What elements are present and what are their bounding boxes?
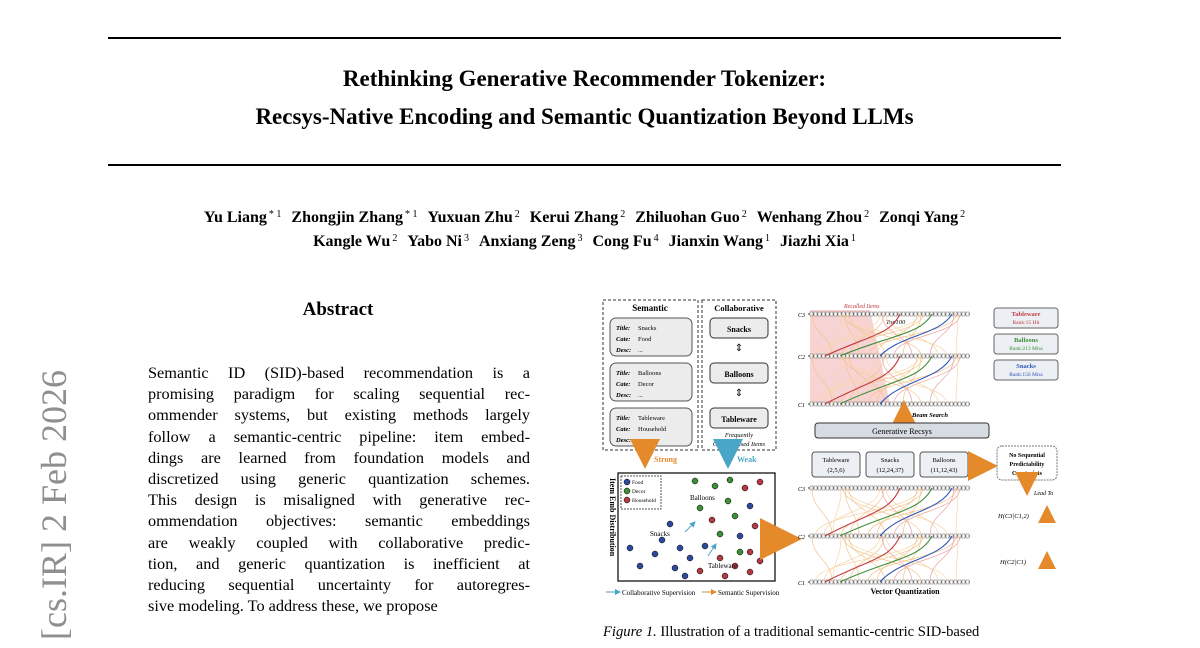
no-seq-line: Predictability (1009, 462, 1045, 468)
strong-label: Strong (654, 455, 677, 464)
abstract-line: are weakly coupled with collaborative predic- (148, 532, 530, 552)
author-affiliation: 2 (960, 209, 966, 220)
author (592, 233, 658, 250)
abstract-line: This design is misaligned with generative rec- (148, 490, 530, 510)
emb-point (732, 513, 738, 519)
top-rule (108, 37, 1061, 39)
upper-level-label: C1 (798, 403, 806, 409)
card-field-desc: Desc: (616, 392, 632, 399)
author (291, 209, 417, 226)
abstract-line: discretized using generic quantization schemes. (148, 468, 530, 488)
author-name: Yuxuan Zhu (427, 209, 513, 226)
recall-label: Recalled Items (844, 304, 880, 310)
no-seq-line: No Sequential (1009, 453, 1045, 459)
author (530, 209, 625, 226)
no-seq-line: Constraints (1011, 471, 1043, 477)
figure-1 (600, 296, 1065, 601)
emb-point (757, 479, 763, 485)
emb-point (667, 521, 673, 527)
cluster-label-balloons: Balloons (690, 494, 715, 502)
emb-point (682, 573, 688, 579)
sid-code: (2,5,6) (827, 467, 845, 474)
sid-name: Tableware (822, 457, 850, 464)
author-affiliation: 2 (741, 209, 747, 220)
author-list-line-1 (100, 209, 1069, 227)
sid-name: Balloons (932, 457, 956, 464)
emb-point (742, 485, 748, 491)
author-affiliation: * 1 (405, 209, 418, 220)
collab-item-label: Snacks (726, 325, 752, 334)
abstract-line: ommendation objectives: semantic embeddings (148, 511, 530, 531)
legend-label: Household (632, 498, 656, 504)
cluster-label-snacks: Snacks (650, 530, 670, 538)
legend-dot (624, 479, 630, 485)
emb-point (762, 538, 768, 544)
card-cate-value: Household (638, 426, 667, 433)
emb-point (702, 543, 708, 549)
author-name: Yu Liang (203, 209, 267, 226)
author-affiliation: 1 (765, 233, 771, 244)
bottom-rule (108, 164, 1061, 166)
legend-dot (624, 488, 630, 494)
result-name: Tableware (1011, 311, 1041, 318)
paper-title-line-2: Recsys-Native Encoding and Semantic Quantization Beyond LLMs (255, 104, 914, 129)
author-name: Anxiang Zeng (479, 233, 576, 250)
card-title-value: Tableware (638, 415, 665, 422)
collab-item-label: Tableware (721, 415, 757, 424)
author-affiliation: 2 (864, 209, 870, 220)
collab-item-label: Balloons (724, 370, 754, 379)
legend-semantic-supervision: Semantic Supervision (718, 589, 780, 597)
emb-point (737, 549, 743, 555)
lower-level-label: C3 (798, 487, 806, 493)
author (635, 209, 747, 226)
card-field-desc: Desc: (616, 437, 632, 444)
figure-caption (603, 624, 979, 641)
abstract-line: tion, and generic quantization is inefficient at (148, 553, 530, 573)
emb-axis-label: Item Emb Distribution (608, 478, 617, 557)
lead-to-label: Lead To (1034, 491, 1054, 497)
author (757, 209, 869, 226)
entropy-2: H(C2|C1) (1000, 559, 1026, 566)
emb-point (737, 533, 743, 539)
card-field-title: Title: (616, 325, 631, 332)
author (879, 209, 965, 226)
emb-point (697, 568, 703, 574)
vq-label: Vector Quantization (870, 587, 940, 596)
author-affiliation: 2 (392, 233, 398, 244)
emb-point (712, 483, 718, 489)
result-rank: Rank:213 Miss (1009, 346, 1043, 352)
card-desc-value: ... (638, 392, 643, 399)
collab-note-2: Co-purchased Items (712, 441, 766, 448)
abstract-body (148, 362, 530, 616)
author-name: Wenhang Zhou (756, 209, 863, 226)
legend-collab-supervision: Collaborative Supervision (622, 589, 696, 597)
author-name: Kerui Zhang (529, 209, 619, 226)
svg-text:⇕: ⇕ (734, 388, 744, 399)
top100-label: Top100 (886, 319, 906, 326)
author-affiliation: 2 (620, 209, 626, 220)
beam-search-label: Beam Search (912, 412, 948, 419)
abstract-line: reducing sequential uncertainty for autoregres- (148, 574, 530, 594)
upper-level-label: C2 (798, 355, 806, 361)
caption-text: Illustration of a traditional semantic-centric SID-based (656, 624, 980, 640)
abstract-line: dings are learned from foundation models and (148, 447, 530, 467)
legend-label: Food (632, 480, 644, 486)
legend-label: Decor (632, 489, 646, 495)
author (313, 233, 397, 250)
author-affiliation: 3 (577, 233, 583, 244)
emb-point (709, 517, 715, 523)
card-title-value: Snacks (638, 325, 657, 332)
author (407, 233, 469, 250)
card-field-desc: Desc: (616, 347, 632, 354)
collaborative-title: Collaborative (714, 303, 764, 313)
author-list-line-2 (100, 233, 1069, 251)
emb-point (747, 549, 753, 555)
sid-code: (11,12,43) (930, 467, 958, 474)
weak-label: Weak (737, 455, 757, 464)
author-affiliation: 2 (514, 209, 520, 220)
author-affiliation: * 1 (268, 209, 282, 220)
author-name: Jianxin Wang (668, 233, 764, 250)
emb-point (717, 531, 723, 537)
card-desc-value: ... (638, 437, 643, 444)
emb-point (637, 563, 643, 569)
emb-point (672, 565, 678, 571)
arxiv-stamp: [cs.IR] 2 Feb 2026 (34, 370, 74, 640)
paper-title-line-1: Rethinking Generative Recommender Tokenizer: (342, 66, 827, 91)
author-name: Cong Fu (592, 233, 652, 250)
semantic-title: Semantic (632, 303, 668, 313)
emb-point (747, 503, 753, 509)
emb-point (697, 505, 703, 511)
author (204, 209, 282, 226)
author-name: Yabo Ni (407, 233, 462, 250)
lower-level-label: C1 (798, 581, 806, 587)
entropy-1: H(C3|C1,2) (998, 513, 1029, 520)
abstract-line: sive modeling. To address these, we propose (148, 596, 438, 616)
emb-point (687, 555, 693, 561)
card-field-cate: Cate: (616, 426, 631, 433)
abstract-line: follow a semantic-centric pipeline: item embed- (148, 426, 530, 446)
result-rank: Rank:156 Miss (1009, 372, 1043, 378)
caption-label: Figure 1. (603, 624, 657, 640)
author (479, 233, 582, 250)
card-cate-value: Decor (638, 381, 654, 388)
svg-text:⇕: ⇕ (734, 343, 744, 354)
result-name: Snacks (1016, 363, 1036, 370)
abstract-line: promising paradigm for scaling sequential rec- (148, 384, 530, 404)
card-field-title: Title: (616, 415, 631, 422)
cluster-label-tableware: Tableware (708, 562, 738, 570)
card-field-title: Title: (616, 370, 631, 377)
emb-point (627, 545, 633, 551)
upper-level-label: C3 (798, 313, 806, 319)
author-affiliation: 1 (850, 233, 856, 244)
card-desc-value: ... (638, 347, 643, 354)
result-rank: Rank:15 Hit (1012, 320, 1040, 326)
emb-point (747, 569, 753, 575)
collab-note-1: Frequently (724, 432, 754, 439)
abstract-line: ommender systems, but existing methods largely (148, 405, 530, 425)
author-name: Zhiluohan Guo (635, 209, 740, 226)
emb-point (722, 573, 728, 579)
author (780, 233, 856, 250)
author (428, 209, 520, 226)
emb-point (652, 551, 658, 557)
emb-point (757, 558, 763, 564)
author-name: Zhongjin Zhang (291, 209, 403, 226)
card-field-cate: Cate: (616, 381, 631, 388)
card-cate-value: Food (638, 336, 652, 343)
sid-code: (12,24,37) (876, 467, 904, 474)
author (669, 233, 770, 250)
emb-point (717, 555, 723, 561)
emb-point (727, 477, 733, 483)
emb-point (752, 523, 758, 529)
emb-point (677, 545, 683, 551)
author-affiliation: 3 (464, 233, 469, 244)
generative-recsys-label: Generative Recsys (872, 427, 932, 436)
emb-point (725, 498, 731, 504)
card-title-value: Balloons (638, 370, 662, 377)
card-field-cate: Cate: (616, 336, 631, 343)
abstract-heading: Abstract (302, 299, 374, 320)
author-name: Zonqi Yang (879, 209, 959, 226)
sid-name: Snacks (880, 457, 900, 464)
abstract-line: Semantic ID (SID)-based recommendation is a (148, 363, 530, 382)
author-name: Kangle Wu (313, 233, 391, 250)
lower-level-label: C2 (798, 535, 806, 541)
emb-point (692, 478, 698, 484)
author-name: Jiazhi Xia (780, 233, 849, 250)
legend-dot (624, 497, 630, 503)
result-name: Balloons (1014, 337, 1038, 344)
author-affiliation: 4 (653, 233, 659, 244)
